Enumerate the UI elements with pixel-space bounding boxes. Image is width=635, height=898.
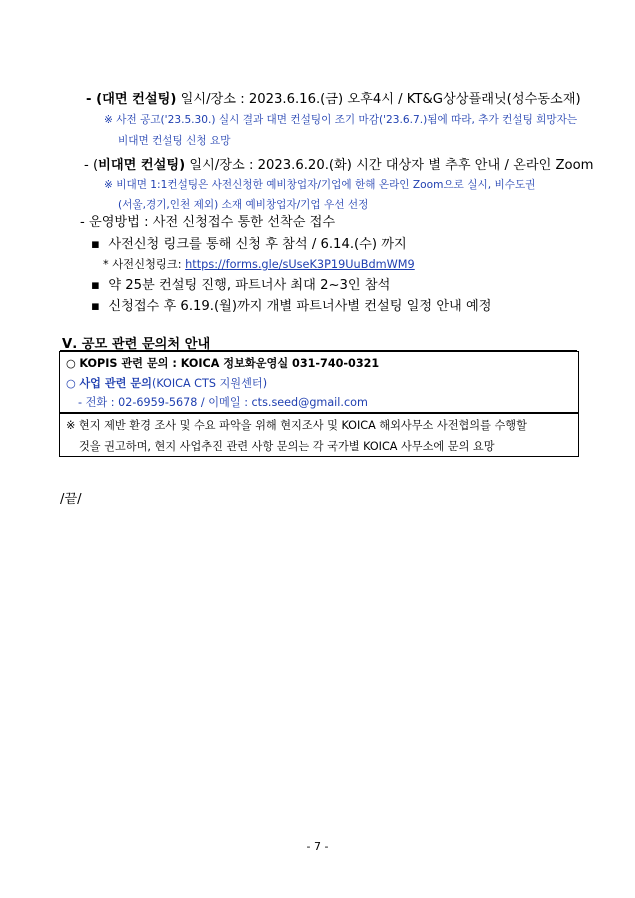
bullet-marker-icon: ▪ [91, 278, 100, 293]
offline-detail: 일시/장소 : 2023.6.16.(금) 오후4시 / KT&G상상플래닛(성수동소재) [176, 92, 581, 107]
section-heading: Ⅴ. 공모 관련 문의처 안내 [62, 337, 211, 352]
kopis-contact-row [66, 355, 379, 371]
circle-bullet-icon: ○ [66, 357, 76, 370]
business-contact-org: (KOICA CTS 지원센터) [151, 377, 268, 390]
notice-line-1: ※ 현지 제반 환경 조사 및 수요 파악을 위해 현지조사 및 KOICA 해외사무소 사전협의를 수행할 [66, 419, 527, 432]
signup-link[interactable]: https://forms.gle/sUseK3P19UuBdmWM9 [185, 258, 415, 271]
bullet-text: 신청접수 후 6.19.(월)까지 개별 파트너사별 컨설팅 일정 안내 예정 [108, 299, 492, 314]
notice-line-2: 것을 권고하며, 현지 사업추진 관련 사항 문의는 각 국가별 KOICA 사무소에 문의 요망 [79, 440, 495, 453]
bullet-text: 약 25분 컨설팅 진행, 파트너사 최대 2~3인 참석 [108, 278, 391, 293]
method-bullet-2 [91, 274, 390, 293]
signup-link-line [103, 256, 415, 272]
business-contact-row [66, 375, 267, 391]
bullet-text: 사전신청 링크를 통해 신청 후 참석 / 6.14.(수) 까지 [108, 237, 407, 252]
circle-bullet-icon: ○ [66, 377, 76, 390]
end-mark: /끝/ [60, 492, 82, 507]
online-title: 비대면 컨설팅) [98, 158, 186, 173]
method-bullet-1 [91, 233, 407, 252]
offline-note-1: ※ 사전 공고('23.5.30.) 실시 결과 대면 컨설팅이 조기 마감('23.6.7.)됨에 따라, 추가 컨설팅 희망자는 [104, 114, 578, 126]
phone-email-row: - 전화 : 02-6959-5678 / 이메일 : cts.seed@gmail.com [78, 396, 368, 409]
online-note-2: (서울,경기,인천 제외) 소재 예비창업자/기업 우선 선정 [118, 199, 369, 211]
online-detail: 일시/장소 : 2023.6.20.(화) 시간 대상자 별 추후 안내 / 온라인 Zoom [185, 158, 594, 173]
kopis-contact-text: KOPIS 관련 문의 : KOICA 정보화운영실 031-740-0321 [79, 357, 380, 370]
offline-prefix: - [86, 92, 97, 107]
online-note-1: ※ 비대면 1:1컨설팅은 사전신청한 예비창업자/기업에 한해 온라인 Zoom으로 실시, 비수도권 [104, 179, 536, 191]
offline-title: (대면 컨설팅) [96, 92, 177, 107]
notice-box [59, 412, 579, 457]
online-prefix: - ( [84, 158, 99, 173]
method-bullet-3 [91, 295, 491, 314]
business-contact-title: 사업 관련 문의 [79, 377, 152, 390]
signup-link-label: * 사전신청링크: [103, 258, 186, 271]
offline-consulting-line [86, 88, 581, 107]
offline-note-2: 비대면 컨설팅 신청 요망 [118, 135, 231, 147]
contact-box [59, 351, 579, 414]
online-consulting-line [84, 154, 594, 173]
bullet-marker-icon: ▪ [91, 299, 100, 314]
method-line: - 운영방법 : 사전 신청접수 통한 선착순 접수 [80, 215, 336, 230]
page-number: - 7 - [306, 840, 329, 853]
bullet-marker-icon: ▪ [91, 237, 100, 252]
